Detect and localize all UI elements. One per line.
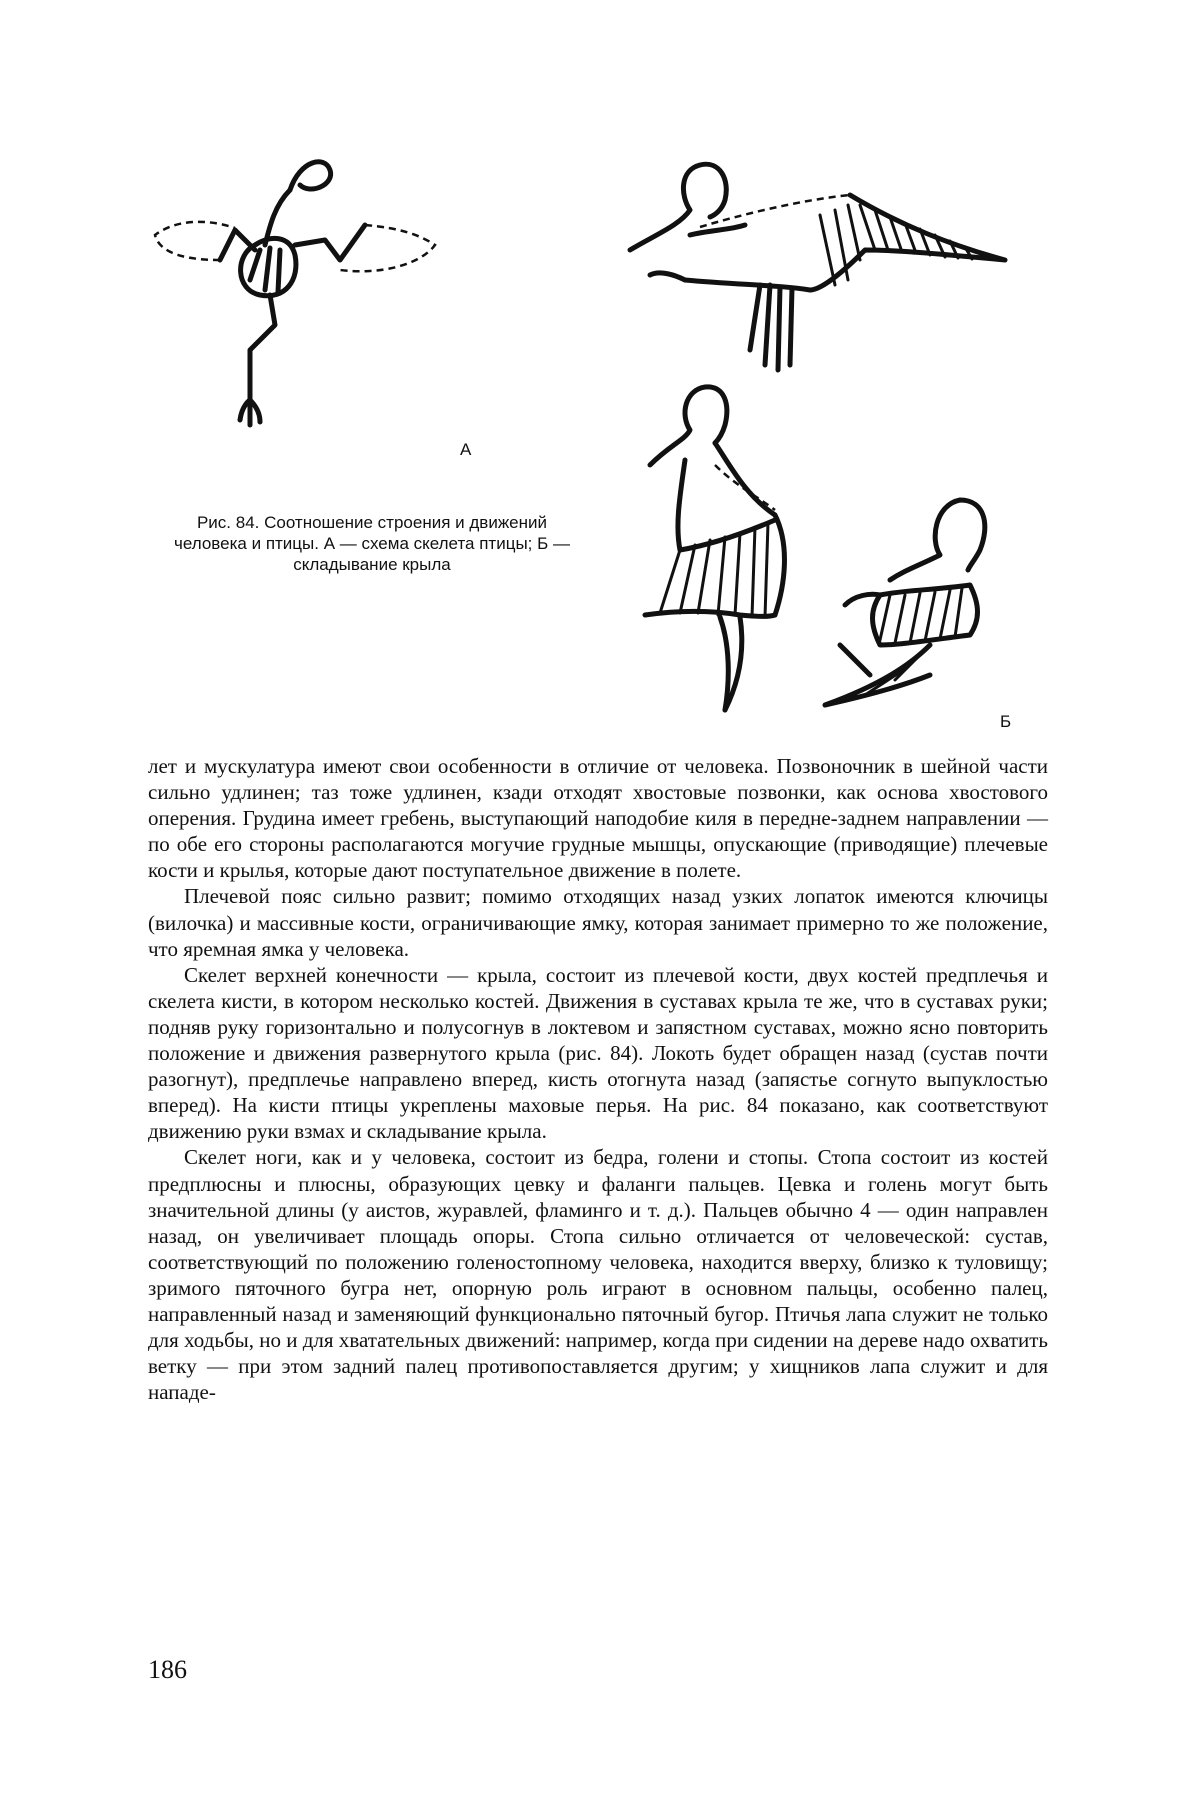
page-number: 186 (148, 1655, 187, 1684)
figure-label-b: Б (1000, 712, 1012, 731)
paragraph: лет и мускулатура имеют свои особенности в отличие от человека. Позвоночник в шейной части сильно удлинен; таз тоже удлинен, кзади отходят хвостовые позвонки, как основа хвостового оперения. Грудина имеет гребень, выступающий наподобие киля в передне-заднем направлении — по обе его стороны располагаются могучие грудные мышцы, опускающие (приводящие) плечевые кости и крылья, которые дают поступательное движение в полете. (148, 754, 1048, 883)
bird-skeleton-figure (150, 150, 500, 440)
human-folding-wing-figure (640, 385, 820, 715)
figure-caption: Рис. 84. Соотношение строения и движений человека и птицы. А — схема скелета птицы; Б — складывание крыла (174, 513, 570, 574)
human-folded-wing-figure (820, 495, 1010, 710)
paragraph: Скелет ноги, как и у человека, состоит из бедра, голени и стопы. Стопа состоит из костей предплюсны и плюсны, образующих цевку и фаланги пальцев. Цевка и голень могут быть значительной длины (у аистов, журавлей, фламинго и т. д.). Пальцев обычно 4 — один направлен назад, он увеличивает площадь опоры. Стопа сильно отличается от человеческой: сустав, соответствующий по положению голеностопному человека, находится вверху, близко к туловищу; зримого пяточного бугра нет, опорную роль играют в основном пальцы, особенно палец, направленный назад и заменяющий функционально пяточный бугор. Птичья лапа служит не только для ходьбы, но и для хватательных движений: например, когда при сидении на дереве надо охватить ветку — при этом задний палец противопоставляется другим; у хищников лапа служит и для нападе- (148, 1145, 1048, 1405)
body-text (148, 753, 1048, 1405)
figure-label-a: А (460, 440, 472, 459)
paragraph: Скелет верхней конечности — крыла, состоит из плечевой кости, двух костей предплечья и скелета кисти, в котором несколько костей. Движения в суставах крыла те же, что в суставах руки; подняв руку горизонтально и полусогнув в локтевом и запястном суставах, можно ясно повторить положение и движения развернутого крыла (рис. 84). Локоть будет обращен назад (сустав почти разогнут), предплечье направлено вперед, кисть отогнута назад (запястье согнуто выпуклостью вперед). На кисти птицы укреплены маховые перья. На рис. 84 показано, как соответствуют движению руки взмах и складывание крыла. (148, 962, 1048, 1144)
human-spread-wing-figure (620, 155, 1020, 380)
paragraph: Плечевой пояс сильно развит; помимо отходящих назад узких лопаток имеются ключицы (вилочка) и массивные кости, ограничивающие ямку, которая занимает примерно то же положение, что яремная ямка у человека. (148, 884, 1048, 961)
